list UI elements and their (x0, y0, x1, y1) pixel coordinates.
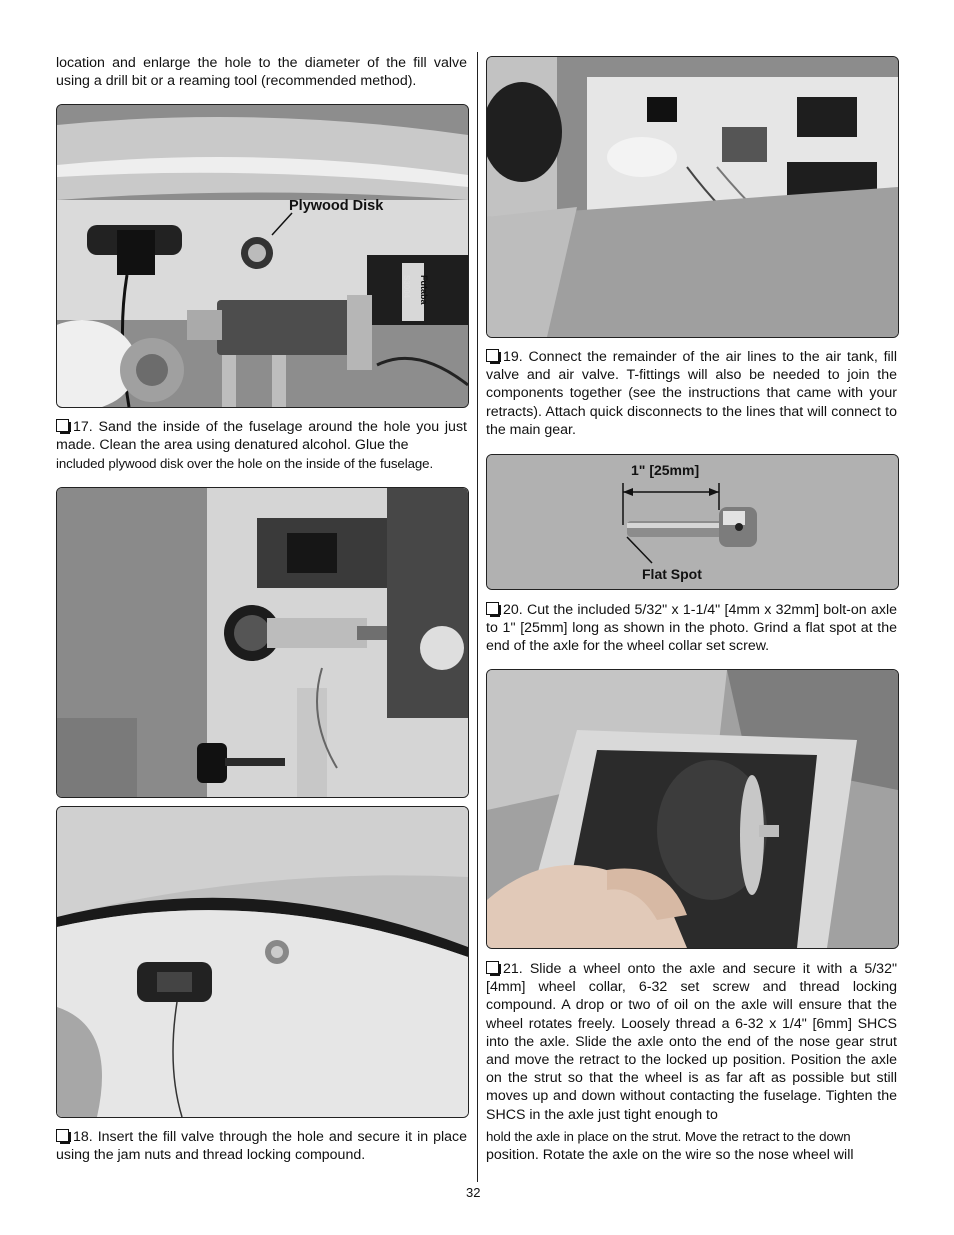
intro-paragraph: location and enlarge the hole to the diameter of the fill valve using a drill bit or a reaming tool (recommended method). (56, 55, 467, 90)
photo-axle-measure (486, 454, 899, 590)
flat-spot-callout: Flat Spot (642, 566, 702, 582)
servo-decal-model: S3004 (402, 275, 411, 299)
checkbox-icon[interactable] (56, 419, 69, 432)
checkbox-icon[interactable] (56, 1129, 69, 1142)
step-18-paragraph: 18. Insert the fill valve through the hole and secure it in place using the jam nuts and thread locking compound. (56, 1129, 467, 1164)
photo-nose-wheel (486, 669, 899, 949)
step-17-continuation: included plywood disk over the hole on the inside of the fuselage. (56, 456, 434, 471)
step-19-paragraph: 19. Connect the remainder of the air lines to the air tank, fill valve and air valve. T-fittings will also be needed to join the components together (see the instructions that came with your retracts). Attach quick disconnects to the lines that will connect to the main gear. (486, 349, 897, 438)
checkbox-icon[interactable] (486, 961, 499, 974)
photo-fill-valve-outside (56, 806, 469, 1118)
servo-decal-brand: Futaba (419, 275, 429, 305)
checkbox-icon[interactable] (486, 602, 499, 615)
dimension-label: 1" [25mm] (631, 462, 700, 478)
step-17-paragraph: 17. Sand the inside of the fuselage around the hole you just made. Clean the area using denatured alcohol. Glue the (56, 419, 467, 454)
photo-air-lines (486, 56, 899, 338)
column-divider (477, 52, 478, 1182)
step-21-paragraph: 21. Slide a wheel onto the axle and secure it with a 5/32" [4mm] wheel collar, 6-32 set screw and thread locking compound. A drop or two of oil on the axle will ensure that the wheel rotates freely. Loosely thread a 6-32 x 1/4" [6mm] SHCS into the axle. Slide the axle onto the end of the nose gear strut and move the retract to the locked up position. Position the axle on the strut so that the wheel is as far aft as possible but still moves up and down without contacting the fuselage. Tighten the SHCS in the axle just tight enough to (486, 961, 897, 1123)
step-20-paragraph: 20. Cut the included 5/32" x 1-1/4" [4mm x 32mm] bolt-on axle to 1" [25mm] long as shown in the photo. Grind a flat spot at the end of the axle for the wheel collar set screw. (486, 602, 897, 655)
checkbox-icon[interactable] (486, 349, 499, 362)
photo-plywood-disk (56, 104, 469, 408)
step-21-line-c: position. Rotate the axle on the wire so the nose wheel will (486, 1147, 854, 1163)
step-21-line-b: hold the axle in place on the strut. Move the retract to the down (486, 1129, 851, 1144)
photo-fill-valve-inside (56, 487, 469, 798)
page-number: 32 (466, 1185, 481, 1200)
plywood-disk-callout: Plywood Disk (289, 198, 384, 214)
